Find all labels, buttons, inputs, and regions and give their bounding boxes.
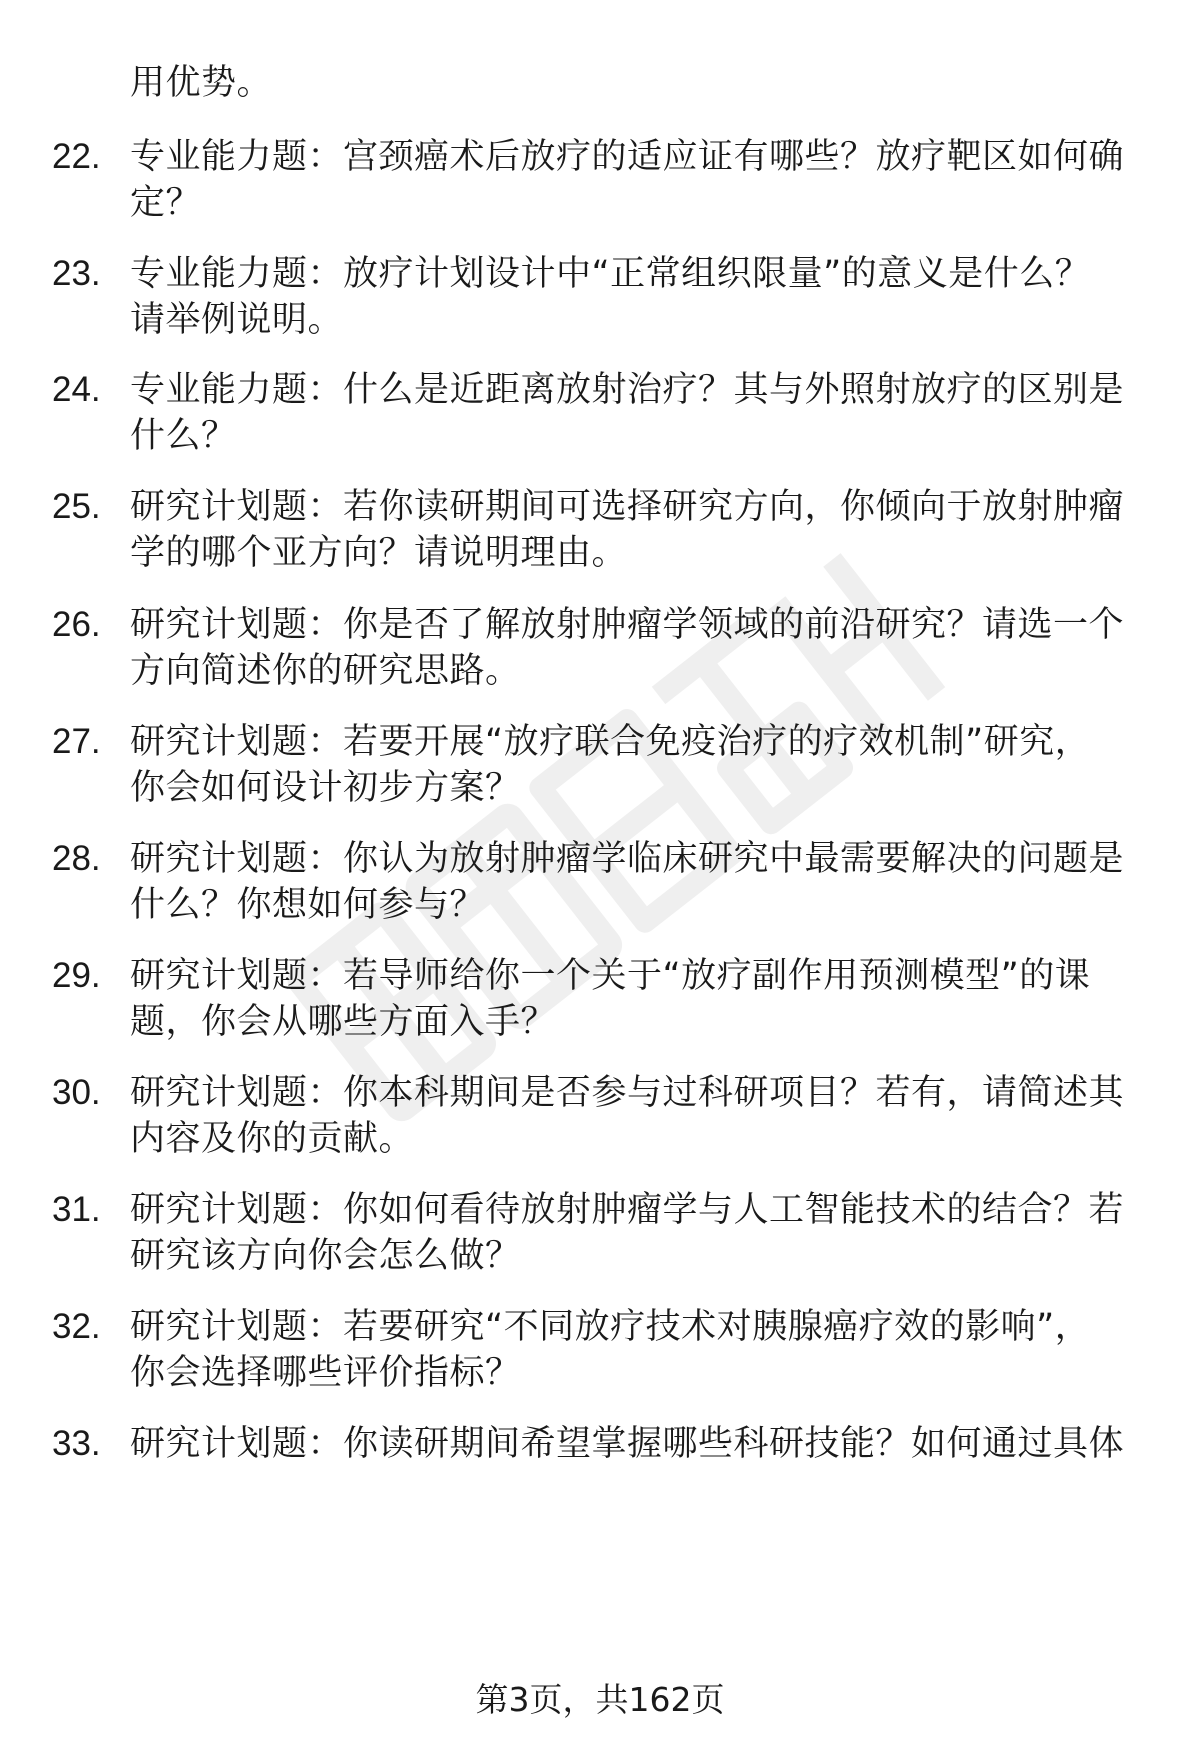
list-item-line: 研究计划题：你本科期间是否参与过科研项目？若有，请简述其: [130, 1073, 1125, 1113]
continuation-line: 用优势。: [130, 63, 273, 103]
list-item-line: 研究计划题：若要开展“放疗联合免疫治疗的疗效机制”研究，: [130, 722, 1091, 762]
page-footer: 第3页，共162页: [475, 1680, 725, 1719]
list-item-line: 什么？: [130, 416, 237, 456]
list-item-line: 专业能力题：放疗计划设计中“正常组织限量”的意义是什么？: [130, 254, 1091, 294]
item-number: 26.: [52, 605, 101, 644]
list-item-line: 专业能力题：什么是近距离放射治疗？其与外照射放疗的区别是: [130, 370, 1125, 410]
list-item-line: 研究计划题：你是否了解放射肿瘤学领域的前沿研究？请选一个: [130, 605, 1125, 645]
item-number: 22.: [52, 137, 101, 176]
list-item-line: 研究计划题：若你读研期间可选择研究方向，你倾向于放射肿瘤: [130, 487, 1125, 527]
item-number: 30.: [52, 1073, 101, 1112]
item-number: 33.: [52, 1424, 101, 1463]
list-item-line: 研究计划题：若要研究“不同放疗技术对胰腺癌疗效的影响”，: [130, 1307, 1091, 1347]
list-item-line: 请举例说明。: [130, 300, 344, 340]
list-item-line: 研究计划题：若导师给你一个关于“放疗副作用预测模型”的课: [130, 956, 1091, 996]
list-item-line: 内容及你的贡献。: [130, 1119, 415, 1159]
list-item-line: 你会选择哪些评价指标？: [130, 1353, 521, 1393]
item-number: 25.: [52, 487, 101, 526]
list-item-line: 研究计划题：你认为放射肿瘤学临床研究中最需要解决的问题是: [130, 839, 1125, 879]
item-number: 32.: [52, 1307, 101, 1346]
item-number: 28.: [52, 839, 101, 878]
list-item-line: 研究计划题：你读研期间希望掌握哪些科研技能？如何通过具体: [130, 1424, 1125, 1464]
list-item-line: 定？: [130, 183, 202, 223]
item-number: 23.: [52, 254, 101, 293]
list-item-line: 题，你会从哪些方面入手？: [130, 1002, 557, 1042]
item-number: 31.: [52, 1190, 101, 1229]
list-item-line: 你会如何设计初步方案？: [130, 768, 521, 808]
item-number: 29.: [52, 956, 101, 995]
list-item-line: 专业能力题：宫颈癌术后放疗的适应证有哪些？放疗靶区如何确: [130, 137, 1125, 177]
list-item-line: 研究计划题：你如何看待放射肿瘤学与人工智能技术的结合？若: [130, 1190, 1125, 1230]
list-item-line: 方向简述你的研究思路。: [130, 651, 521, 691]
item-number: 24.: [52, 370, 101, 409]
item-number: 27.: [52, 722, 101, 761]
list-item-line: 研究该方向你会怎么做？: [130, 1236, 521, 1276]
list-item-line: 什么？你想如何参与？: [130, 885, 486, 925]
list-item-line: 学的哪个亚方向？请说明理由。: [130, 533, 628, 573]
